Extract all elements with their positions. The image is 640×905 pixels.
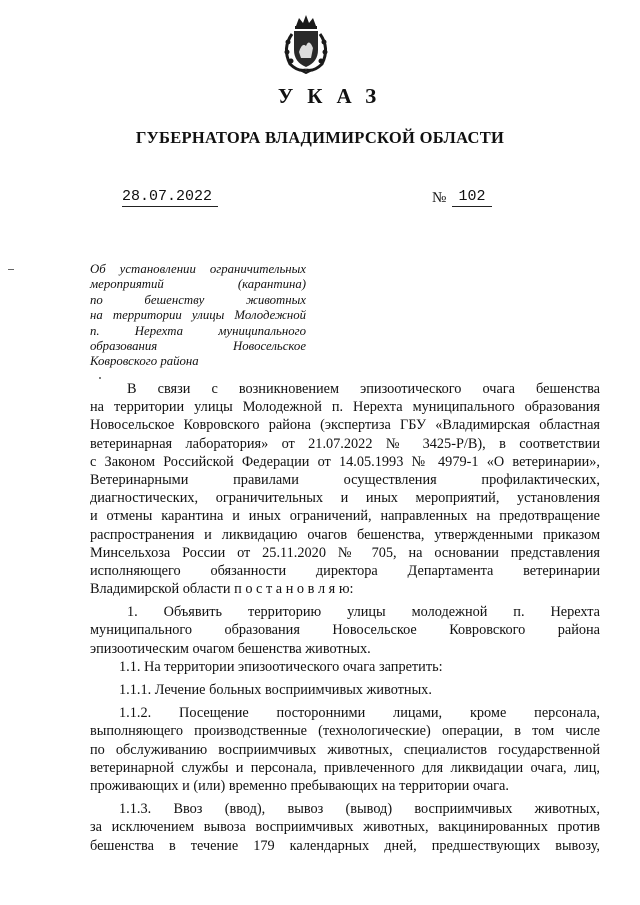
item-1-1 [90, 658, 600, 676]
item-1-1-1 [90, 681, 600, 699]
subject-line: Ковровского района [90, 354, 199, 369]
subject-line: мероприятий (карантина) [90, 277, 306, 292]
subject-line: Об установлении ограничительных [90, 262, 306, 276]
number-label: № [432, 190, 447, 206]
subject-line: п. Нерехта муниципального [90, 323, 306, 338]
body-line: 1.1. На территории эпизоотического очага запретить: [119, 658, 443, 675]
item-1-1-2 [90, 704, 600, 795]
margin-mark [8, 269, 14, 270]
item-1 [90, 603, 600, 658]
body-line: 1.1.3. Ввоз (ввод), вывоз (вывод) восприимчивых животных, [119, 801, 600, 818]
body-line: В связи с возникновением эпизоотического очага бешенства [127, 381, 600, 397]
decree-number: 102 [452, 188, 492, 207]
body-line: 1.1.1. Лечение больных восприимчивых животных. [119, 682, 432, 698]
item-1-1-3 [90, 800, 600, 855]
body-line: с Законом Российской Федерации от 14.05.1993 № 4979-1 «О ветеринарии», [90, 453, 600, 470]
body-line: 1.1.2. Посещение посторонними лицами, кроме персонала, [119, 705, 600, 722]
body-line: эпизоотическим очагом бешенства животных. [90, 640, 371, 657]
decree-body [90, 380, 600, 855]
margin-mark [99, 377, 101, 379]
body-line: по обслуживанию восприимчивых животных, специалистов государственной [90, 741, 600, 758]
body-line: Владимирской области п о с т а н о в л я ю: [90, 581, 354, 598]
body-line: выполняющего производственные (технологические) операции, в том числе [90, 723, 600, 740]
body-line: диагностических, ограничительных и иных мероприятий, установления [90, 490, 600, 507]
decree-date: 28.07.2022 [122, 188, 218, 207]
body-line: за исключением вывоза восприимчивых животных, вакцинированных против [90, 819, 600, 836]
subject-line: на территории улицы Молодежной [90, 308, 306, 323]
body-line: Ветеринарными правилами осуществления профилактических, [90, 471, 600, 488]
body-line: Новосельское Ковровского района (экспертиза ГБУ «Владимирская областная [90, 417, 600, 434]
preamble-paragraph [90, 380, 600, 598]
issuer-title: ГУБЕРНАТОРА ВЛАДИМИРСКОЙ ОБЛАСТИ [135, 128, 505, 147]
body-line: распространения и ликвидацию очагов бешенства, утвержденными приказом [90, 526, 600, 543]
body-line: ветеринарная лаборатория» от 21.07.2022 № 3425-Р/В), в соответствии [90, 435, 600, 452]
coat-of-arms-icon [276, 12, 336, 74]
body-line: 1. Объявить территорию улицы молодежной п. Нерехта [127, 604, 600, 621]
body-line: исполняющего обязанности директора Департамента ветеринарии [90, 562, 600, 579]
body-line: проживающих и (или) временно пребывающих на территории очага. [90, 777, 509, 794]
body-line: бешенства в течение 179 календарных дней, предшествующих вывозу, [90, 837, 600, 854]
body-line: муниципального образования Новосельское Ковровского района [90, 622, 600, 639]
body-line: Минсельхоза России от 25.11.2020 № 705, на основании представления [90, 544, 600, 561]
body-line: ветеринарной службы и персонала, привлеченного для ликвидации очага, лиц, [90, 759, 600, 776]
subject-line: образования Новосельское [90, 338, 306, 353]
body-line: и отмены карантина и иных ограничений, направленных на предотвращение [90, 508, 600, 525]
subject-line: по бешенству животных [90, 292, 306, 307]
document-type-title: УКАЗ [277, 84, 391, 108]
body-line: на территории улицы Молодежной п. Нерехта муниципального образования [90, 399, 600, 416]
decree-subject [90, 262, 306, 370]
